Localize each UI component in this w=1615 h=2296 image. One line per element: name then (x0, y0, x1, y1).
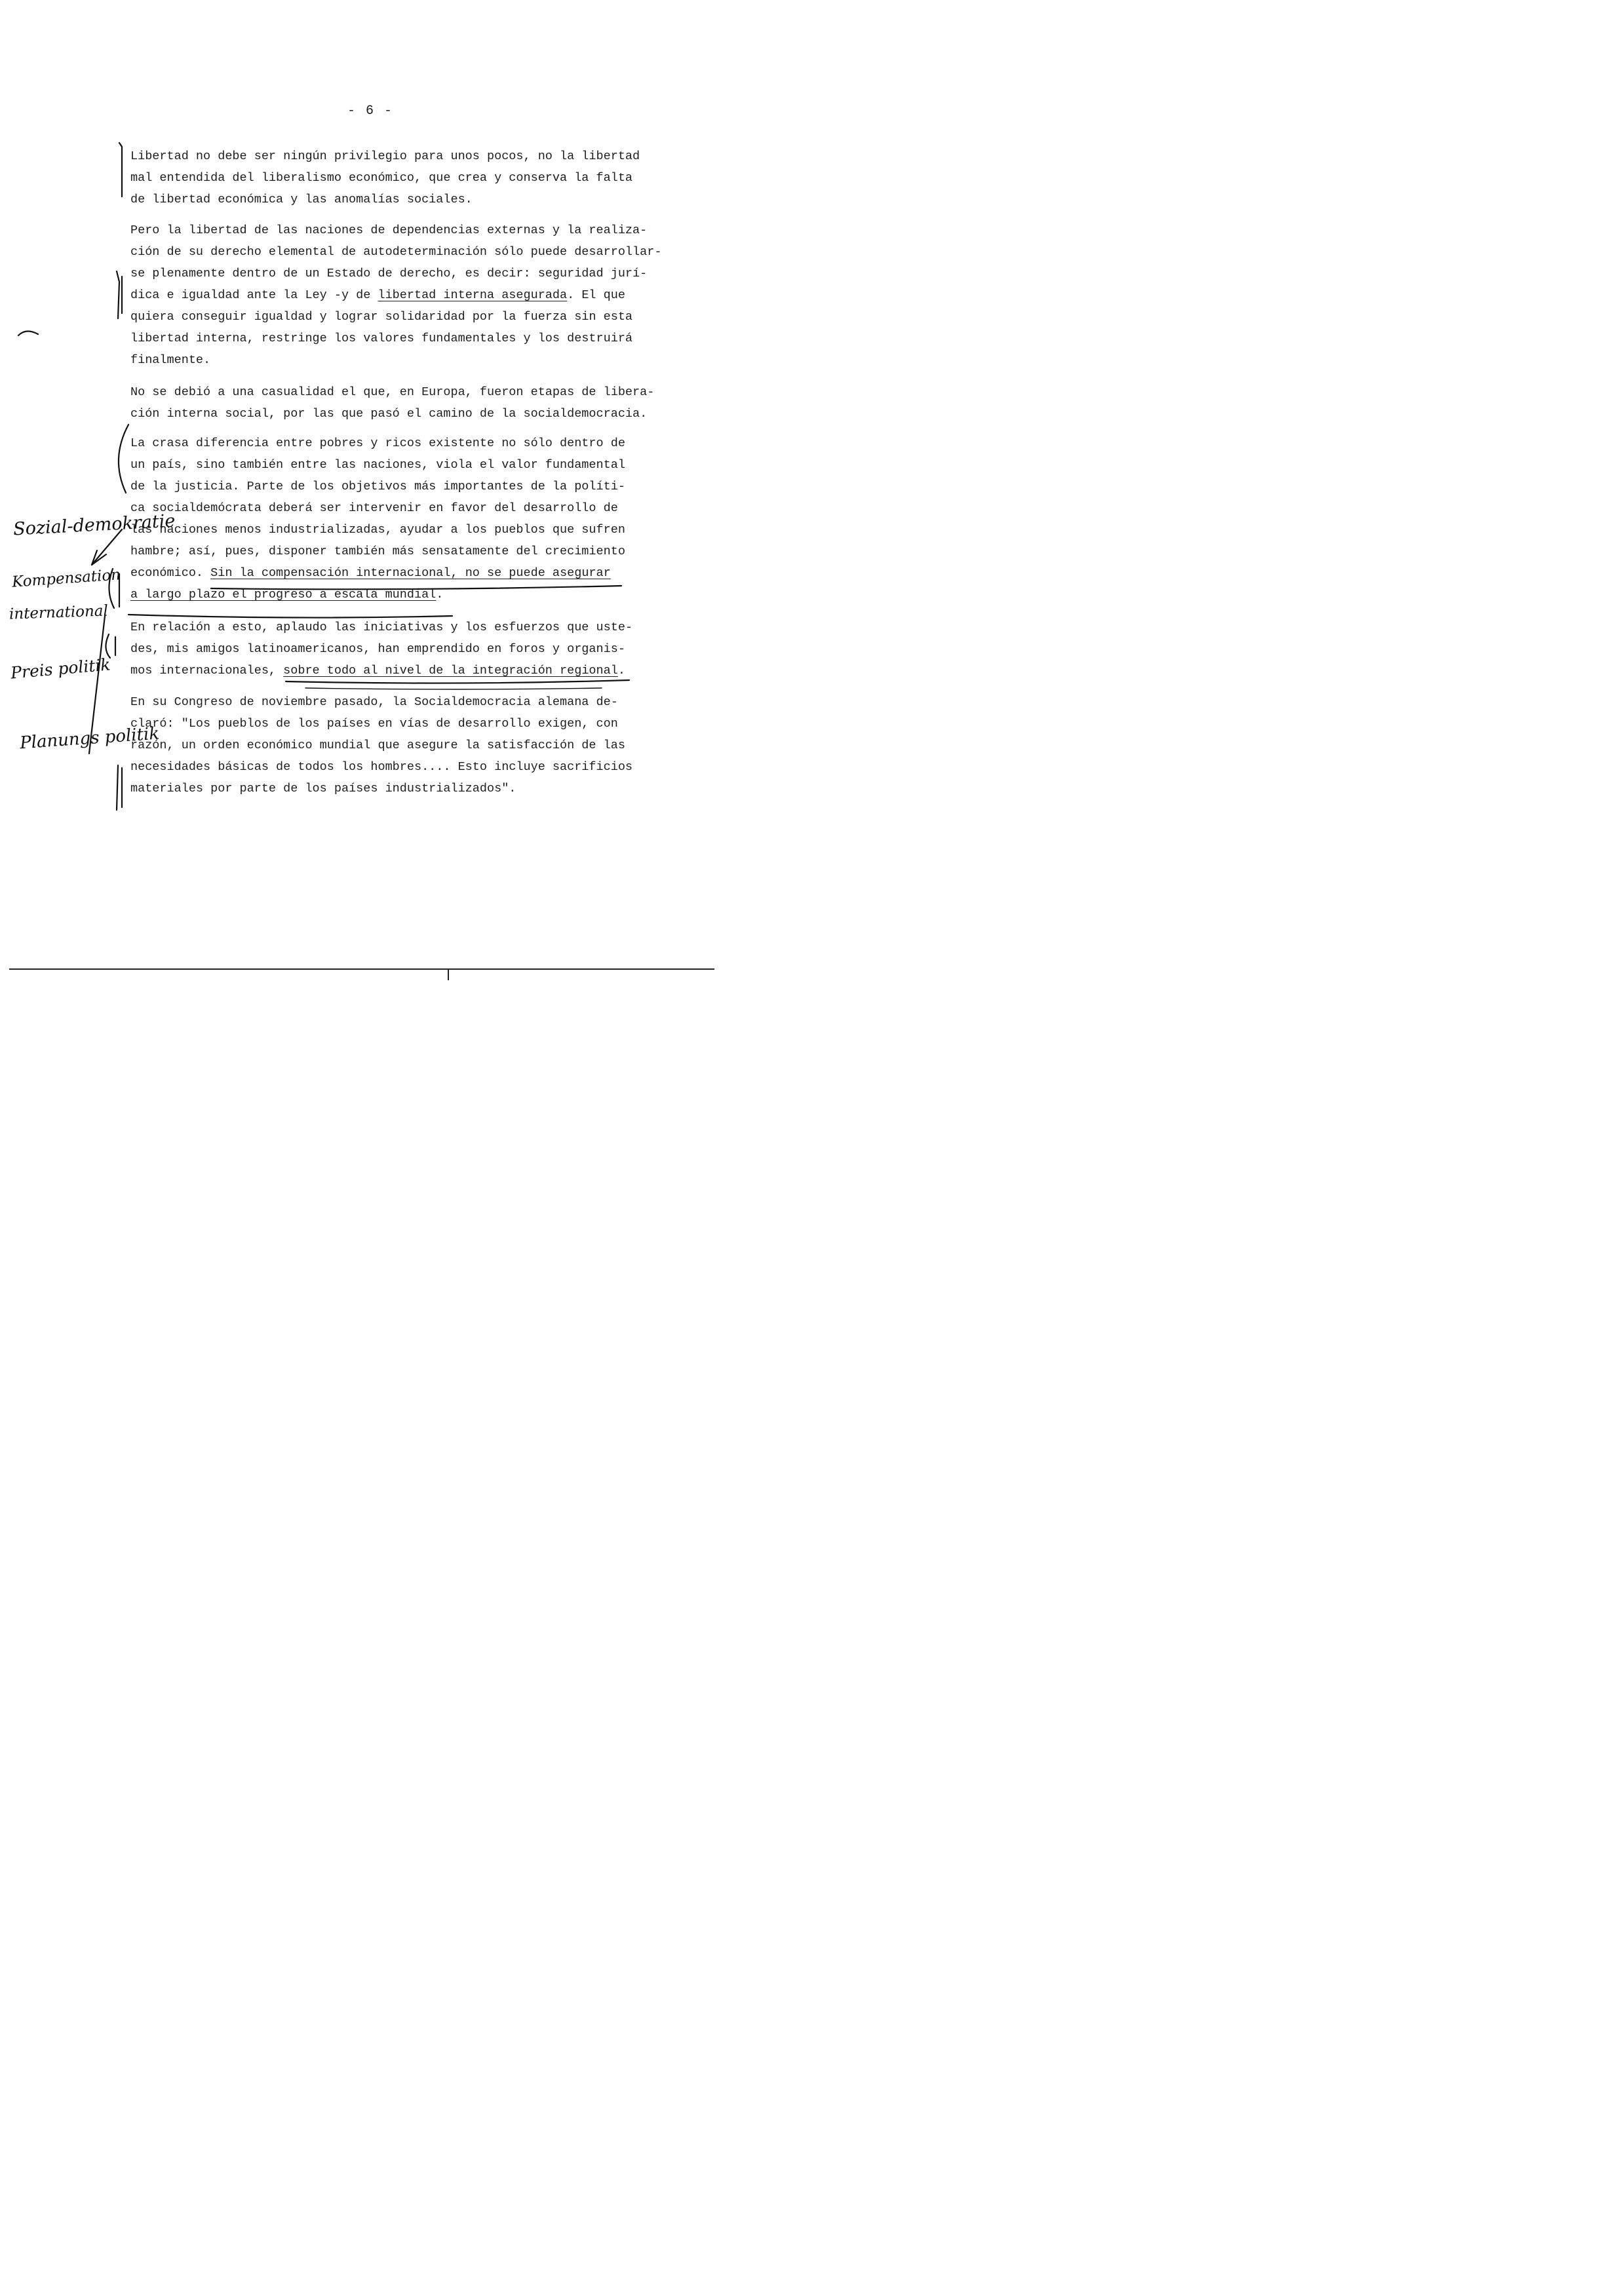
ink-underline-1 (211, 586, 621, 589)
text-line: La crasa diferencia entre pobres y ricos existente no sólo dentro de (130, 436, 625, 450)
text-segment: . (436, 588, 444, 602)
text-line: quiera conseguir igualdad y lograr solidaridad por la fuerza sin esta (130, 310, 633, 324)
underlined-text: sobre todo al nivel de la integración regional (283, 664, 618, 678)
margin-note-2: Kompensation (11, 566, 121, 591)
text-line: En su Congreso de noviembre pasado, la Socialdemocracia alemana de- (130, 695, 618, 709)
text-line: des, mis amigos latinoamericanos, han emprendido en foros y organis- (130, 642, 625, 656)
margin-bracket-2 (117, 271, 119, 318)
bottom-rule-tick (448, 968, 449, 980)
arrow-head (92, 550, 106, 565)
text-line: de libertad económica y las anomalías sociales. (130, 193, 473, 206)
text-segment: mos internacionales, (130, 664, 284, 678)
text-segment: dica e igualdad ante la Ley -y de (130, 288, 378, 302)
text-line: se plenamente dentro de un Estado de derecho, es decir: seguridad jurí- (130, 267, 648, 280)
text-line: ción de su derecho elemental de autodeterminación sólo puede desarrollar- (130, 245, 662, 259)
margin-note-4: Preis politik (10, 655, 111, 683)
bottom-rule (9, 968, 714, 970)
margin-note-5: Planungs politik (19, 723, 161, 754)
text-line: un país, sino también entre las naciones, viola el valor fundamental (130, 458, 625, 472)
text-line: materiales por parte de los países industrializados". (130, 782, 516, 795)
underlined-text: libertad interna asegurada (378, 288, 568, 302)
text-line: libertad interna, restringe los valores fundamentales y los destruirá (130, 332, 633, 345)
text-line: Pero la libertad de las naciones de dependencias externas y la realiza- (130, 223, 648, 237)
margin-arrow-2 (89, 616, 105, 754)
text-line: claró: "Los pueblos de los países en vías de desarrollo exigen, con (130, 717, 618, 731)
margin-bracket-4 (106, 634, 115, 658)
text-segment: . El que (567, 288, 625, 302)
arrow-shaft (92, 529, 122, 565)
text-line: En relación a esto, aplaudo las iniciativas y los esfuerzos que uste- (130, 621, 633, 634)
ink-underline-4 (305, 688, 602, 689)
text-line: de la justicia. Parte de los objetivos más importantes de la políti- (130, 480, 625, 493)
text-line: finalmente. (130, 353, 211, 367)
page-number: - 6 - (347, 104, 394, 119)
ink-underline-3 (286, 680, 629, 683)
margin-bracket-3 (109, 569, 119, 608)
text-line: hambre; así, pues, disponer también más sensatamente del crecimiento (130, 545, 625, 558)
text-line: necesidades básicas de todos los hombres.... Esto incluye sacrificios (130, 760, 633, 774)
text-line: ción interna social, por las que pasó el camino de la socialdemocracia. (130, 407, 648, 421)
underlined-text: Sin la compensación internacional, no se puede asegurar (210, 566, 611, 580)
text-line: razón, un orden económico mundial que asegure la satisfacción de las (130, 738, 625, 752)
text-line: Libertad no debe ser ningún privilegio para unos pocos, no la libertad (130, 149, 640, 163)
text-line: No se debió a una casualidad el que, en Europa, fueron etapas de libera- (130, 385, 655, 399)
text-line: las naciones menos industrializadas, ayudar a los pueblos que sufren (130, 523, 625, 537)
text-segment: económico. (130, 566, 211, 580)
text-line: mal entendida del liberalismo económico, que crea y conserva la falta (130, 171, 633, 185)
margin-note-3: international (9, 602, 109, 623)
margin-bracket-5 (117, 765, 122, 810)
margin-note-1: Sozial-demokratie (12, 510, 176, 540)
text-segment: . (617, 664, 625, 678)
margin-paren-big (119, 425, 128, 493)
margin-bracket-1 (119, 143, 122, 197)
underlined-text: a largo plazo el progreso a escala mundial (130, 588, 437, 602)
pen-marks (0, 0, 724, 1029)
stray-mark (18, 331, 38, 335)
ink-underline-2 (128, 615, 452, 618)
text-line: ca socialdemócrata deberá ser intervenir en favor del desarrollo de (130, 501, 618, 515)
